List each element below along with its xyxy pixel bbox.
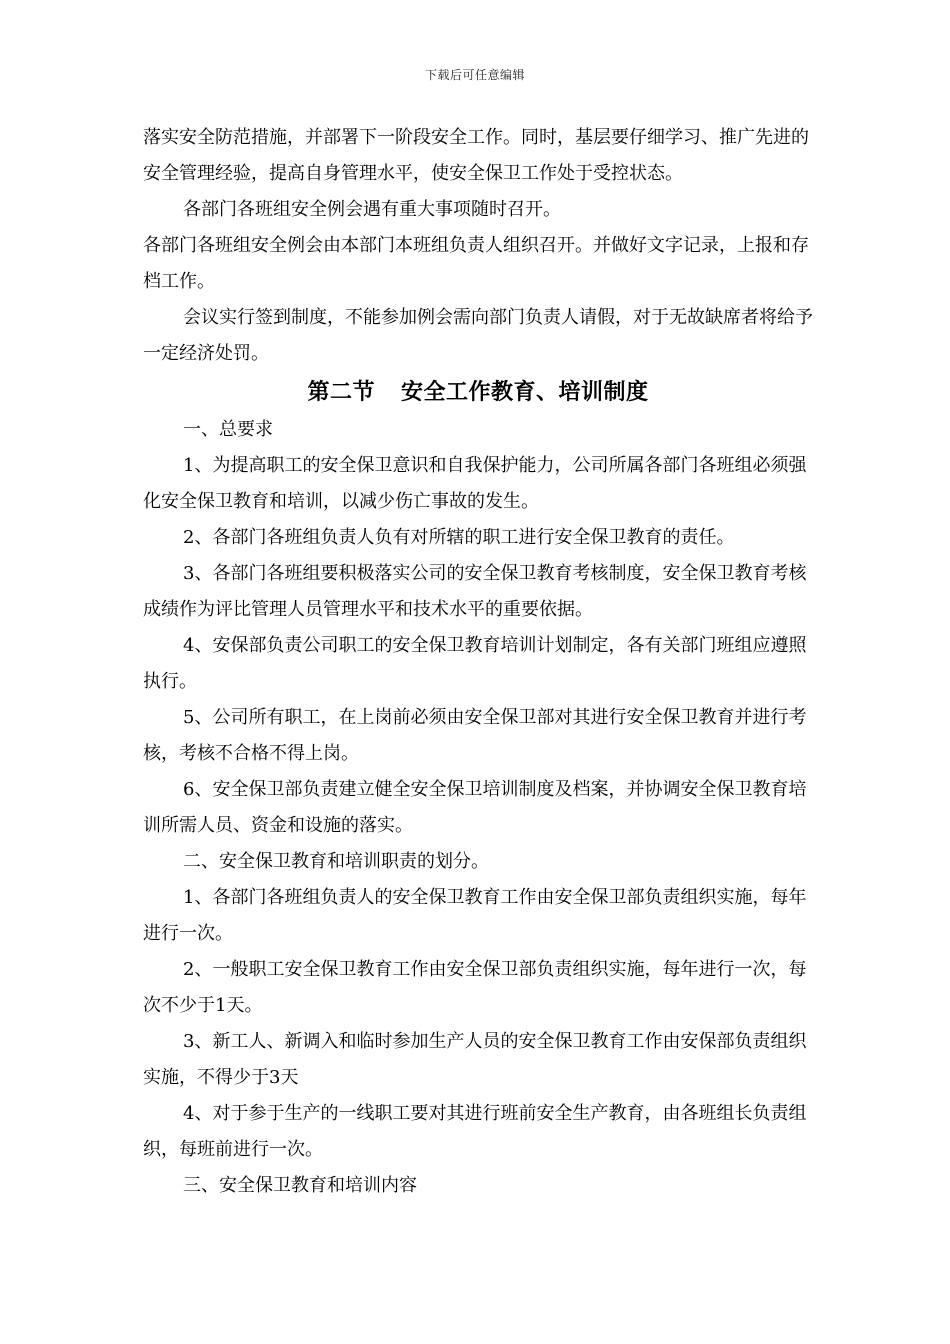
body-paragraph: 4、对于参于生产的一线职工要对其进行班前安全生产教育，由各班组长负责组织，每班前进行一次。 [143, 1103, 807, 1160]
body-paragraph: 6、安全保卫部负责建立健全安全保卫培训制度及档案，并协调安全保卫教育培训所需人员、资金和设施的落实。 [143, 779, 807, 836]
body-paragraph: 2、一般职工安全保卫教育工作由安全保卫部负责组织实施，每年进行一次，每次不少于1天。 [143, 959, 807, 1016]
body-paragraph: 1、为提高职工的安全保卫意识和自我保护能力，公司所属各部门各班组必须强化安全保卫教育和培训，以减少伤亡事故的发生。 [143, 455, 807, 512]
body-paragraph: 5、公司所有职工，在上岗前必须由安全保卫部对其进行安全保卫教育并进行考核，考核不合格不得上岗。 [143, 707, 807, 764]
body-paragraph: 落实安全防范措施，并部署下一阶段安全工作。同时，基层要仔细学习、推广先进的安全管理经验，提高自身管理水平，使安全保卫工作处于受控状态。 [143, 127, 809, 184]
body-paragraph: 三、安全保卫教育和培训内容 [183, 1175, 417, 1196]
document-body [143, 120, 813, 1204]
section-heading [143, 374, 813, 410]
body-paragraph: 各部门各班组安全例会由本部门本班组负责人组织召开。并做好文字记录，上报和存档工作。 [143, 235, 809, 292]
body-paragraph: 2、各部门各班组负责人负有对所辖的职工进行安全保卫教育的责任。 [183, 527, 735, 548]
body-paragraph: 一、总要求 [183, 419, 273, 440]
section-title: 安全工作教育、培训制度 [401, 379, 649, 405]
page-header: 下载后可任意编辑 [424, 68, 525, 82]
body-paragraph: 3、各部门各班组要积极落实公司的安全保卫教育考核制度，安全保卫教育考核成绩作为评比管理人员管理水平和技术水平的重要依据。 [143, 563, 807, 620]
body-paragraph: 4、安保部负责公司职工的安全保卫教育培训计划制定，各有关部门班组应遵照执行。 [143, 635, 807, 692]
body-paragraph: 3、新工人、新调入和临时参加生产人员的安全保卫教育工作由安保部负责组织实施，不得少于3天 [143, 1031, 807, 1088]
body-paragraph: 二、安全保卫教育和培训职责的划分。 [183, 851, 489, 872]
body-paragraph: 各部门各班组安全例会遇有重大事项随时召开。 [183, 199, 561, 220]
body-paragraph: 1、各部门各班组负责人的安全保卫教育工作由安全保卫部负责组织实施，每年进行一次。 [143, 887, 807, 944]
body-paragraph: 会议实行签到制度，不能参加例会需向部门负责人请假，对于无故缺席者将给予一定经济处罚。 [143, 307, 813, 364]
section-number: 第二节 [307, 379, 375, 405]
